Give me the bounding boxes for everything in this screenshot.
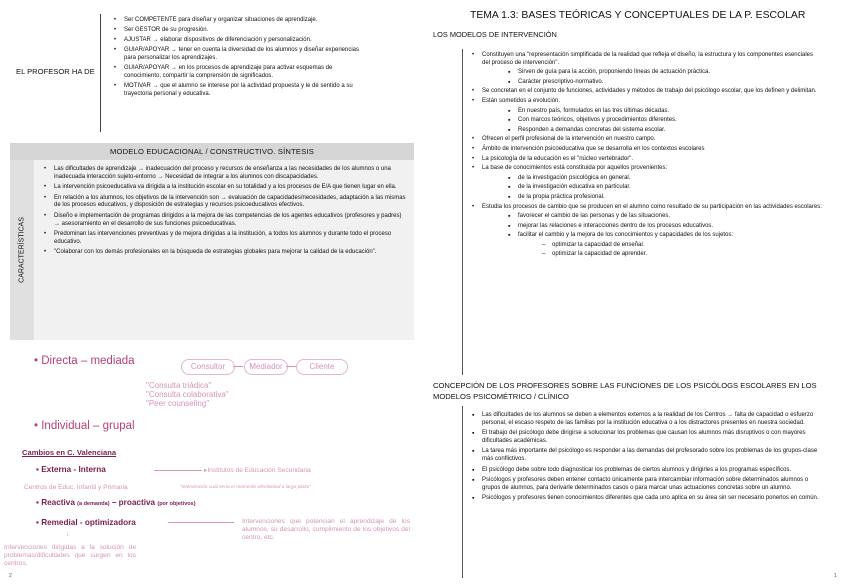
mediador-oval: Mediador <box>244 359 288 375</box>
page-title: TEMA 1.3: BASES TEÓRICAS Y CONCEPTUALES DE LA P. ESCOLAR <box>470 10 806 21</box>
externa-target-text: Institutos de Educación Secundaria <box>207 467 311 474</box>
list-item: • Ofrecen el perfil profesional de la intervención en nuestro campo. <box>470 136 822 144</box>
list-item: • GUIAR/APOYAR → en los procesos de aprendizaje para activar esquemas de conocimiento, compartir la comprensión de significados. <box>112 64 360 80</box>
list-item <box>470 98 822 134</box>
arrow-line <box>154 470 202 471</box>
list-item: ▪ de la propia práctica profesional. <box>506 194 822 202</box>
individual-label: Individual – grupal <box>41 420 135 432</box>
remedial-row: ▪ Remedial - optimizadora <box>36 518 136 527</box>
list-item: • MOTIVAR → que el alumno se interese por la actividad propuesta y le dé sentido a su trayectoria personal y educativa. <box>112 82 360 98</box>
list-item: • Se concretan en el conjunto de funciones, actividades y métodos de trabajo del psicólogo escolar, que los definen y delimitan. <box>470 88 822 96</box>
modelo-list <box>42 166 408 260</box>
page-number: 2 <box>9 573 12 579</box>
list-item: ▪ Las dificultades de los alumnos se deben a elementos externos a la realidad de los Centros → falta de capacidad o esfuerzo personal, el escaso respeto de las familias por la institución educativa o a los distractores presentes en nuestra sociedad. <box>470 412 822 427</box>
individual-heading: • Individual – grupal <box>34 420 135 432</box>
list-item: ▪ favorecer el cambio de las personas y de las situaciones. <box>506 213 822 221</box>
list-item-text: Estudia los procesos de cambio que se producen en el alumno como resultado de su participación en las actividades escolares: <box>482 203 822 210</box>
modelo-side-label: CARACTERÍSTICAS <box>18 217 26 283</box>
list-item: ▪ El trabajo del psicólogo debe dirigirse a solucionar los problemas que causan los alumnos más disruptivos o con mayores dificultades académicas. <box>470 430 822 445</box>
list-item: ▪ de la investigación educativa en particular. <box>506 184 822 192</box>
down-arrow-icon: ↓ <box>66 531 70 538</box>
list-item: ▪ mejorar las relaciones e interacciones dentro de los procesos educativos. <box>506 223 822 231</box>
list-item: ▪ Carácter prescriptivo-normativo. <box>506 79 822 87</box>
list-item <box>506 232 822 259</box>
list-item: • Diseño e implementación de programas dirigidos a la mejora de las competencias de los agentes educativos (profesores y padres) → asesoramiento en el desarrollo de sus funciones psicoeducativas. <box>42 213 408 228</box>
list-item: ▪ La tarea más importante del psicólogo es responder a las demandas del profesorado sobre los problemas de los grupos-clase más conflictivos. <box>470 448 822 463</box>
externa-note: "intervención cuál sería el momento efectividad a largo plazo" <box>180 485 311 490</box>
list-item-text: Están sometidos a evolución. <box>482 97 561 104</box>
list-item: ▪ Psicólogos y profesores deben entener contacto únicamente para intercambiar información sobre determinados alumnos o grupos de alumnos, para derivarle determinados casos o para marcar unas actuaciones concretas sobre un alumno. <box>470 477 822 492</box>
list-item <box>470 204 822 260</box>
list-item: ▪ Responden a demandas concretas del sistema escolar. <box>506 127 822 135</box>
externa-target: ▸Institutos de Educación Secundaria <box>204 467 311 474</box>
list-item: • Predominan las intervenciones preventivas y de mejora dirigidas a la institución, a todos los alumnos y durante todo el proceso educativo. <box>42 231 408 246</box>
list-item: ▪ Sirven de guía para la acción, proponiendo líneas de actuación práctica. <box>506 69 822 77</box>
list-item: • En relación a los alumnos, los objetivos de la intervención son → evaluación de capacidades/necesidades, adaptación a las mismas de los procesos educativos, y disposición de estrategias y recursos psicoeducativos efectivos. <box>42 195 408 210</box>
cliente-oval: Cliente <box>296 359 348 375</box>
remedial-right-text: Intervenciones que potencian el aprendizaje de los alumnos, su desarrollo, cumplimiento de los objetivos del centro, etc. <box>242 518 410 541</box>
list-item: • Ser GESTOR de su progresión. <box>112 26 360 34</box>
externa-row: ▪ Externa - Interna <box>36 465 106 474</box>
profesor-list <box>112 16 360 100</box>
list-item: ▪ Psicólogos y profesores tienen conocimientos diferentes que cada uno aplica en su área sin ser necesario ponerlos en común. <box>470 495 822 503</box>
consulta-item: "Consulta triádica" <box>146 381 212 390</box>
list-item-text: Constituyen una "representación simplificada de la realidad que refleja el diseño, la estructura y los componentes esenciales del proceso de intervención". <box>482 52 813 66</box>
reactiva-row: ▪ Reactiva (a demanda) – proactiva (por objetivos) <box>36 498 196 507</box>
section-bracket <box>462 49 463 375</box>
reactiva-label: Reactiva <box>41 498 75 507</box>
list-item: – optimizar la capacidad de aprender. <box>540 251 822 259</box>
list-item-text: facilitar el cambio y la mejora de los conocimientos y capacidades de los sujetos: <box>518 232 734 239</box>
page-number: 1 <box>834 573 837 579</box>
directa-label: Directa – mediada <box>41 355 135 367</box>
section-list <box>470 52 822 261</box>
directa-heading: • Directa – mediada <box>34 355 135 367</box>
list-item: – optimizar la capacidad de enseñar. <box>540 242 822 250</box>
list-item: ▪ Con marcos teóricos, objetivos y procedimientos diferentes. <box>506 117 822 125</box>
list-item: • La intervención psicoeducativa va dirigida a la institución escolar en su totalidad y a los procesos de E/A que tienen lugar en ella. <box>42 184 408 192</box>
arrow-line <box>233 366 243 367</box>
externa-label: Externa - Interna <box>41 465 106 474</box>
list-item <box>470 165 822 201</box>
consultor-oval: Consultor <box>181 359 235 375</box>
section-title: CONCEPCIÓN DE LOS PROFESORES SOBRE LAS FUNCIONES DE LOS PSICÓLOGS ESCOLARES EN LOS MODELOS PSICOMÉTRICO / CLÍNICO <box>433 381 817 401</box>
list-item: • Ámbito de intervención psicoeducativa que se desarrolla en los contextos escolares <box>470 146 822 154</box>
arrow-line <box>168 522 234 523</box>
remedial-label: Remedial - optimizadora <box>41 518 136 527</box>
section-bracket <box>462 406 463 578</box>
list-item: ▪ de la investigación psicológica en general. <box>506 175 822 183</box>
list-item-text: La base de conocimientos está constituida por aquellos provenientes: <box>482 165 668 172</box>
list-item <box>470 52 822 86</box>
remedial-left-text: Intervenciones dirigidas a la solución de problemas/dificultades que surgen en los centros. <box>4 544 136 567</box>
profesor-label: EL PROFESOR HA DE <box>16 67 95 76</box>
list-item: • "Colaborar con los demás profesionales en la búsqueda de estrategias globales para mejorar la calidad de la educación". <box>42 249 408 257</box>
list-item: • Las dificultades de aprendizaje → inadecuación del proceso y recursos de enseñanza a las necesidades de los alumnos o una inadecuada interacción sujeto-entorno → Necesidad de integrar a los alumnos con discapacidades. <box>42 166 408 181</box>
profesor-bracket <box>100 14 107 132</box>
externa-left: Centros de Educ. Infantil y Primaria <box>24 484 128 491</box>
list-item: • La psicología de la educación es el "núcleo vertebrador". <box>470 156 822 164</box>
proactiva-label: – proactiva <box>111 498 156 507</box>
section-list <box>470 412 822 506</box>
section-title: LOS MODELOS DE INTERVENCIÓN <box>433 30 557 39</box>
consultas-list <box>146 381 229 409</box>
list-item: • Ser COMPETENTE para diseñar y organizar situaciones de aprendizaje. <box>112 16 360 24</box>
cambios-title: Cambios en C. Valenciana <box>22 448 117 457</box>
modelo-side <box>10 160 34 340</box>
reactiva-note: (a demanda) <box>77 501 110 507</box>
modelo-header: MODELO EDUCACIONAL / CONSTRUCTIVO. SÍNTESIS <box>10 143 414 160</box>
list-item: ▪ En nuestro país, formulados en las tres últimas décadas. <box>506 108 822 116</box>
list-item: ▪ El psicólogo debe sobre todo diagnosticar los problemas de ciertos alumnos y dirigirles a los programas específicos. <box>470 467 822 475</box>
list-item: • GUIAR/APOYAR → tener en cuenta la diversidad de los alumnos y diseñar experiencias para personalizar los aprendizajes. <box>112 46 360 62</box>
consulta-item: "Peer counseling" <box>146 399 210 409</box>
list-item: • AJUSTAR → elaborar dispositivos de diferenciación y personalización. <box>112 36 360 44</box>
proactiva-note: (por objetivos) <box>157 501 196 507</box>
consulta-item: "Consulta colaborativa" <box>146 390 229 400</box>
arrow-line <box>286 366 296 367</box>
